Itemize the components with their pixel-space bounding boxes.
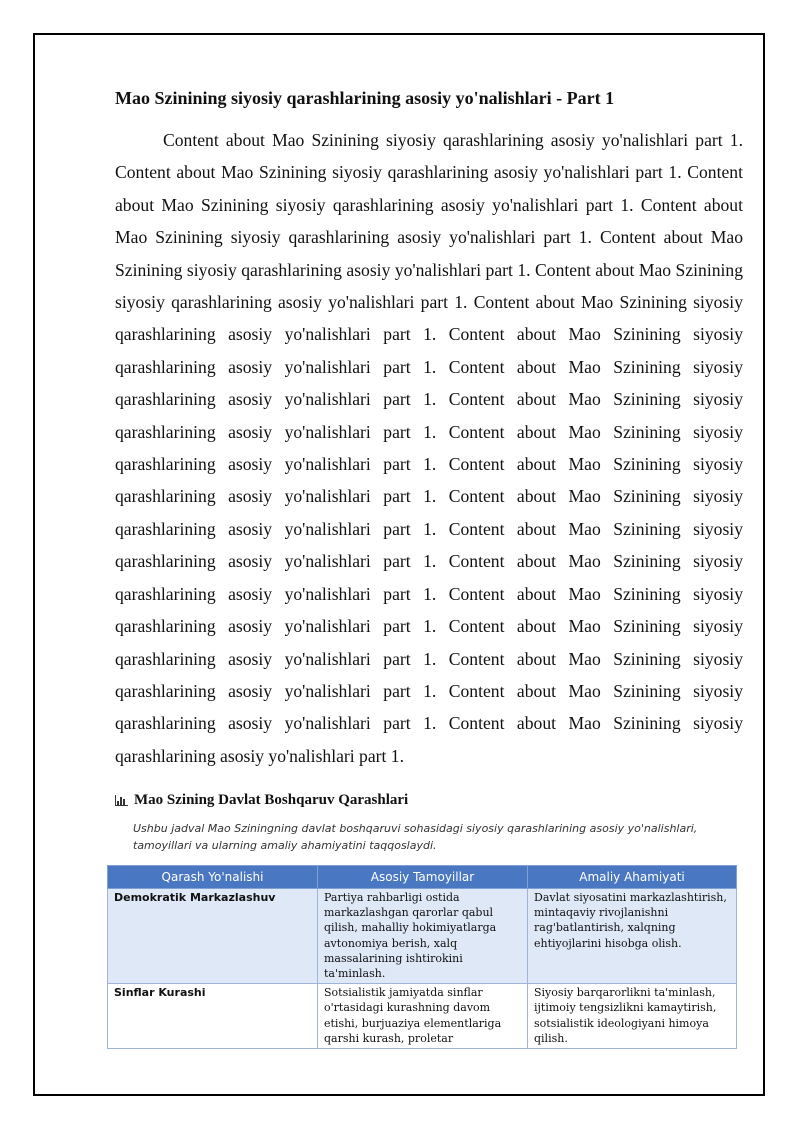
bar-chart-icon	[115, 795, 128, 806]
table-header-row	[108, 866, 737, 889]
views-table	[107, 865, 737, 1049]
significance-cell: Siyosiy barqarorlikni ta'minlash, ijtimoiy tengsizlikni kamaytirish, sotsialistik ideologiyani himoya qilish.	[528, 984, 737, 1049]
column-header: Qarash Yo'nalishi	[108, 866, 318, 889]
table-description: Ushbu jadval Mao Sziningning davlat boshqaruvi sohasidagi siyosiy qarashlarining asosiy yo'nalishlari, tamoyillari va ularning amaliy ahamiyatini taqqoslaydi.	[133, 822, 698, 852]
principles-cell: Sotsialistik jamiyatda sinflar o'rtasidagi kurashning davom etishi, burjuaziya elementlariga qarshi kurash, proletar	[318, 984, 528, 1049]
table-row	[108, 889, 737, 984]
table-row	[108, 984, 737, 1049]
principles-cell: Partiya rahbarligi ostida markazlashgan qarorlar qabul qilish, mahalliy hokimiyatlarga avtonomiya berish, xalq massalarining ishtirokini ta'minlash.	[318, 889, 528, 984]
table-section-title: Mao Szining Davlat Boshqaruv Qarashlari	[134, 792, 409, 808]
column-header: Amaliy Ahamiyati	[528, 866, 737, 889]
column-header: Asosiy Tamoyillar	[318, 866, 528, 889]
direction-cell: Sinflar Kurashi	[108, 984, 318, 1049]
document-heading: Mao Szinining siyosiy qarashlarining asosiy yo'nalishlari - Part 1	[115, 88, 615, 108]
body-paragraph: Content about Mao Szinining siyosiy qarashlarining asosiy yo'nalishlari part 1. Content about Mao Szinining siyosiy qarashlarining asosiy yo'nalishlari part 1. Content about Mao Szinining siyosiy qarashlarining asosiy yo'nalishlari part 1. Content about Mao Szinining siyosiy qarashlarining asosiy yo'nalishlari part 1. Content about Mao Szinining siyosiy qarashlarining asosiy yo'nalishlari part 1. Content about Mao Szinining siyosiy qarashlarining asosiy yo'nalishlari part 1. Content about Mao Szinining siyosiy qarashlarining asosiy yo'nalishlari part 1. Content about Mao Szinining siyosiy qarashlarining asosiy yo'nalishlari part 1. Content about Mao Szinining siyosiy qarashlarining asosiy yo'nalishlari part 1. Content about Mao Szinining siyosiy qarashlarining asosiy yo'nalishlari part 1. Content about Mao Szinining siyosiy qarashlarining asosiy yo'nalishlari part 1. Content about Mao Szinining siyosiy qarashlarining asosiy yo'nalishlari part 1. Content about Mao Szinining siyosiy qarashlarining asosiy yo'nalishlari part 1. Content about Mao Szinining siyosiy qarashlarining asosiy yo'nalishlari part 1. Content about Mao Szinining siyosiy qarashlarining asosiy yo'nalishlari part 1. Content about Mao Szinining siyosiy qarashlarining asosiy yo'nalishlari part 1. Content about Mao Szinining siyosiy qarashlarining asosiy yo'nalishlari part 1. Content about Mao Szinining siyosiy qarashlarining asosiy yo'nalishlari part 1. Content about Mao Szinining siyosiy qarashlarining asosiy yo'nalishlari part 1. Content about Mao Szinining siyosiy qarashlarining asosiy yo'nalishlari part 1.	[115, 130, 743, 766]
significance-cell: Davlat siyosatini markazlashtirish, mintaqaviy rivojlanishni rag'batlantirish, xalqning ehtiyojlarini hisobga olish.	[528, 889, 737, 984]
table-section-heading	[115, 792, 743, 809]
direction-cell: Demokratik Markazlashuv	[108, 889, 318, 984]
